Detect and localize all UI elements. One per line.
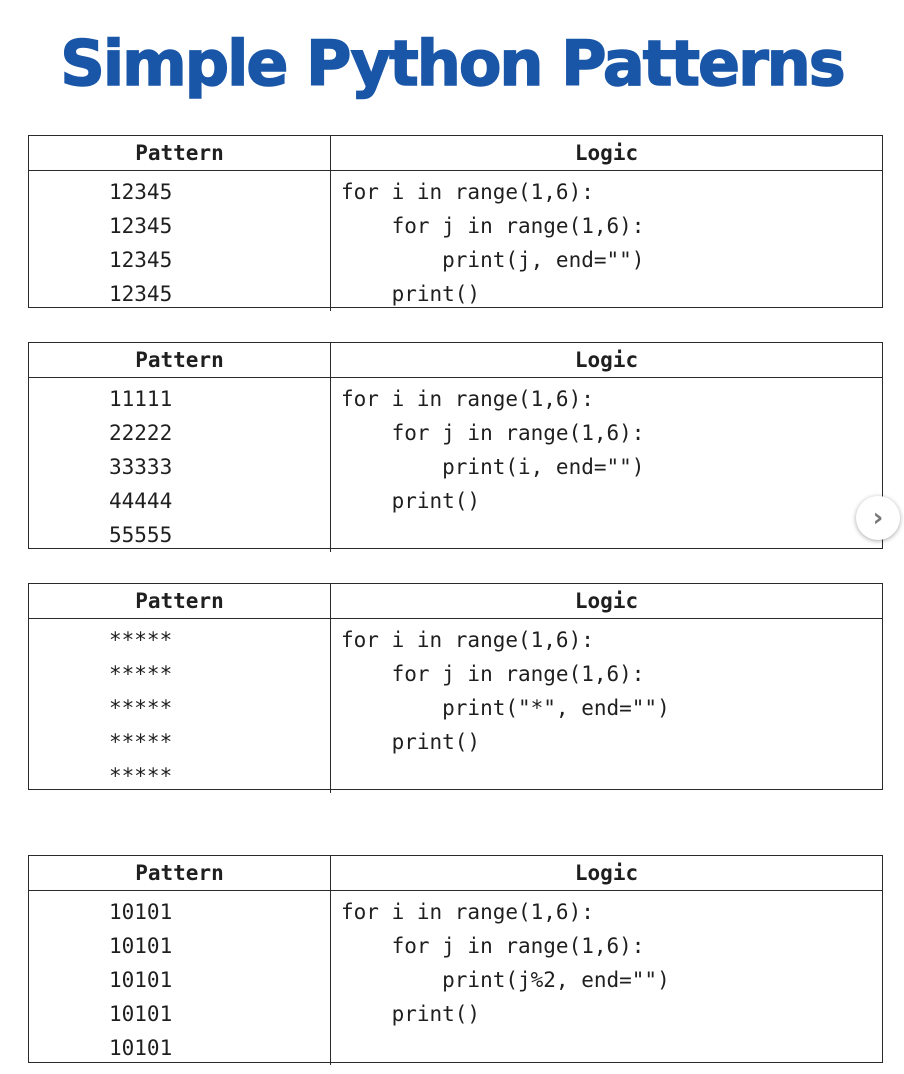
code-line: print(i, end="") xyxy=(341,455,645,479)
pattern-line: 10101 xyxy=(109,900,173,924)
pattern-line: 10101 xyxy=(109,968,173,992)
pattern-line: ***** xyxy=(109,696,173,720)
pattern-line: 12345 xyxy=(109,282,173,306)
pattern-line: ***** xyxy=(109,764,173,788)
code-line: for j in range(1,6): xyxy=(341,662,645,686)
code-line: for i in range(1,6): xyxy=(341,628,594,652)
logic-column xyxy=(331,891,882,1065)
pattern-line: ***** xyxy=(109,730,173,754)
code-line: print(j%2, end="") xyxy=(341,968,670,992)
pattern-column xyxy=(29,171,331,311)
next-slide-button[interactable] xyxy=(856,496,900,540)
pattern-line: 55555 xyxy=(109,523,173,547)
code-line: print() xyxy=(341,489,481,513)
page-title: Simple Python Patterns xyxy=(60,27,844,100)
pattern-line: 33333 xyxy=(109,455,173,479)
logic-header: Logic xyxy=(331,584,882,619)
pattern-line: 12345 xyxy=(109,180,173,204)
code-line: for i in range(1,6): xyxy=(341,387,594,411)
pattern-table-4 xyxy=(28,855,883,1063)
code-line: print() xyxy=(341,1002,481,1026)
code-line: print() xyxy=(341,730,481,754)
code-line: for i in range(1,6): xyxy=(341,900,594,924)
pattern-header: Pattern xyxy=(29,136,331,171)
code-line: for j in range(1,6): xyxy=(341,214,645,238)
pattern-line: 22222 xyxy=(109,421,173,445)
code-line: for j in range(1,6): xyxy=(341,421,645,445)
pattern-line: 10101 xyxy=(109,1036,173,1060)
pattern-line: 10101 xyxy=(109,1002,173,1026)
pattern-column xyxy=(29,891,331,1065)
logic-column xyxy=(331,619,882,793)
pattern-line: 44444 xyxy=(109,489,173,513)
pattern-column xyxy=(29,619,331,793)
code-line: print("*", end="") xyxy=(341,696,670,720)
pattern-table-3 xyxy=(28,583,883,790)
pattern-table-1 xyxy=(28,135,883,308)
pattern-line: 10101 xyxy=(109,934,173,958)
pattern-line: 12345 xyxy=(109,214,173,238)
code-line: for i in range(1,6): xyxy=(341,180,594,204)
pattern-column xyxy=(29,378,331,552)
logic-column xyxy=(331,378,882,552)
pattern-header: Pattern xyxy=(29,584,331,619)
pattern-line: ***** xyxy=(109,628,173,652)
pattern-table-2 xyxy=(28,342,883,549)
pattern-line: 12345 xyxy=(109,248,173,272)
chevron-right-icon: › xyxy=(872,503,884,533)
code-line: print() xyxy=(341,282,481,306)
logic-header: Logic xyxy=(331,136,882,171)
pattern-line: ***** xyxy=(109,662,173,686)
logic-column xyxy=(331,171,882,311)
pattern-header: Pattern xyxy=(29,856,331,891)
code-line: print(j, end="") xyxy=(341,248,645,272)
logic-header: Logic xyxy=(331,856,882,891)
code-line: for j in range(1,6): xyxy=(341,934,645,958)
pattern-line: 11111 xyxy=(109,387,173,411)
logic-header: Logic xyxy=(331,343,882,378)
pattern-header: Pattern xyxy=(29,343,331,378)
